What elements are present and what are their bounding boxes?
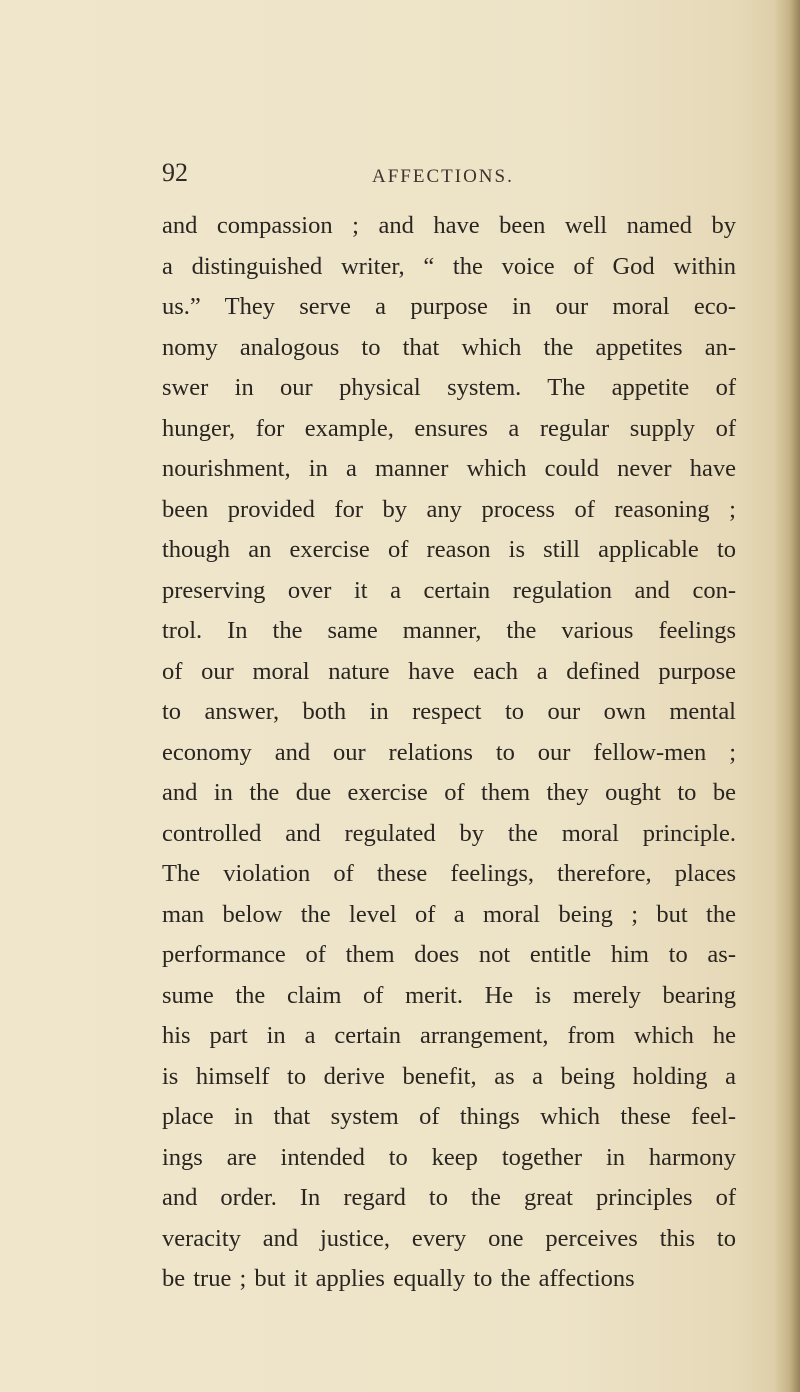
text-line: man below the level of a moral being ; but the: [162, 900, 736, 928]
text-line: nomy analogous to that which the appetites an-: [162, 333, 736, 361]
text-line: sume the claim of merit. He is merely bearing: [162, 981, 736, 1009]
running-title: AFFECTIONS.: [372, 166, 514, 187]
text-line: preserving over it a certain regulation and con-: [162, 576, 736, 604]
text-line: of our moral nature have each a defined purpose: [162, 657, 736, 685]
text-line: is himself to derive benefit, as a being holding a: [162, 1062, 736, 1090]
text-line: hunger, for example, ensures a regular supply of: [162, 414, 736, 442]
text-line: ings are intended to keep together in harmony: [162, 1143, 736, 1171]
text-line: though an exercise of reason is still applicable to: [162, 536, 736, 563]
text-line: to answer, both in respect to our own mental: [162, 698, 736, 725]
text-line: and order. In regard to the great principles of: [162, 1184, 736, 1211]
text-line: performance of them does not entitle him to as-: [162, 941, 736, 968]
text-line: place in that system of things which these feel-: [162, 1103, 736, 1130]
text-line: veracity and justice, every one perceives this to: [162, 1224, 736, 1252]
body-paragraph: [162, 206, 736, 1300]
page-number: 92: [162, 158, 188, 187]
text-line: trol. In the same manner, the various feelings: [162, 617, 736, 644]
text-line: be true ; but it applies equally to the affections: [162, 1265, 635, 1292]
text-line: The violation of these feelings, therefore, places: [162, 860, 736, 887]
text-line: controlled and regulated by the moral principle.: [162, 819, 736, 847]
text-line: been provided for by any process of reasoning ;: [162, 495, 736, 523]
text-line: and in the due exercise of them they ought to be: [162, 779, 736, 806]
text-line: his part in a certain arrangement, from which he: [162, 1022, 736, 1049]
text-line: us.” They serve a purpose in our moral eco-: [162, 293, 736, 320]
text-line: swer in our physical system. The appetite of: [162, 374, 736, 401]
page-edge-shadow: [774, 0, 800, 1392]
text-line: nourishment, in a manner which could never have: [162, 455, 736, 482]
text-line: a distinguished writer, “ the voice of God within: [162, 252, 736, 280]
text-line: and compassion ; and have been well named by: [162, 212, 736, 239]
text-line: economy and our relations to our fellow-men ;: [162, 738, 736, 766]
